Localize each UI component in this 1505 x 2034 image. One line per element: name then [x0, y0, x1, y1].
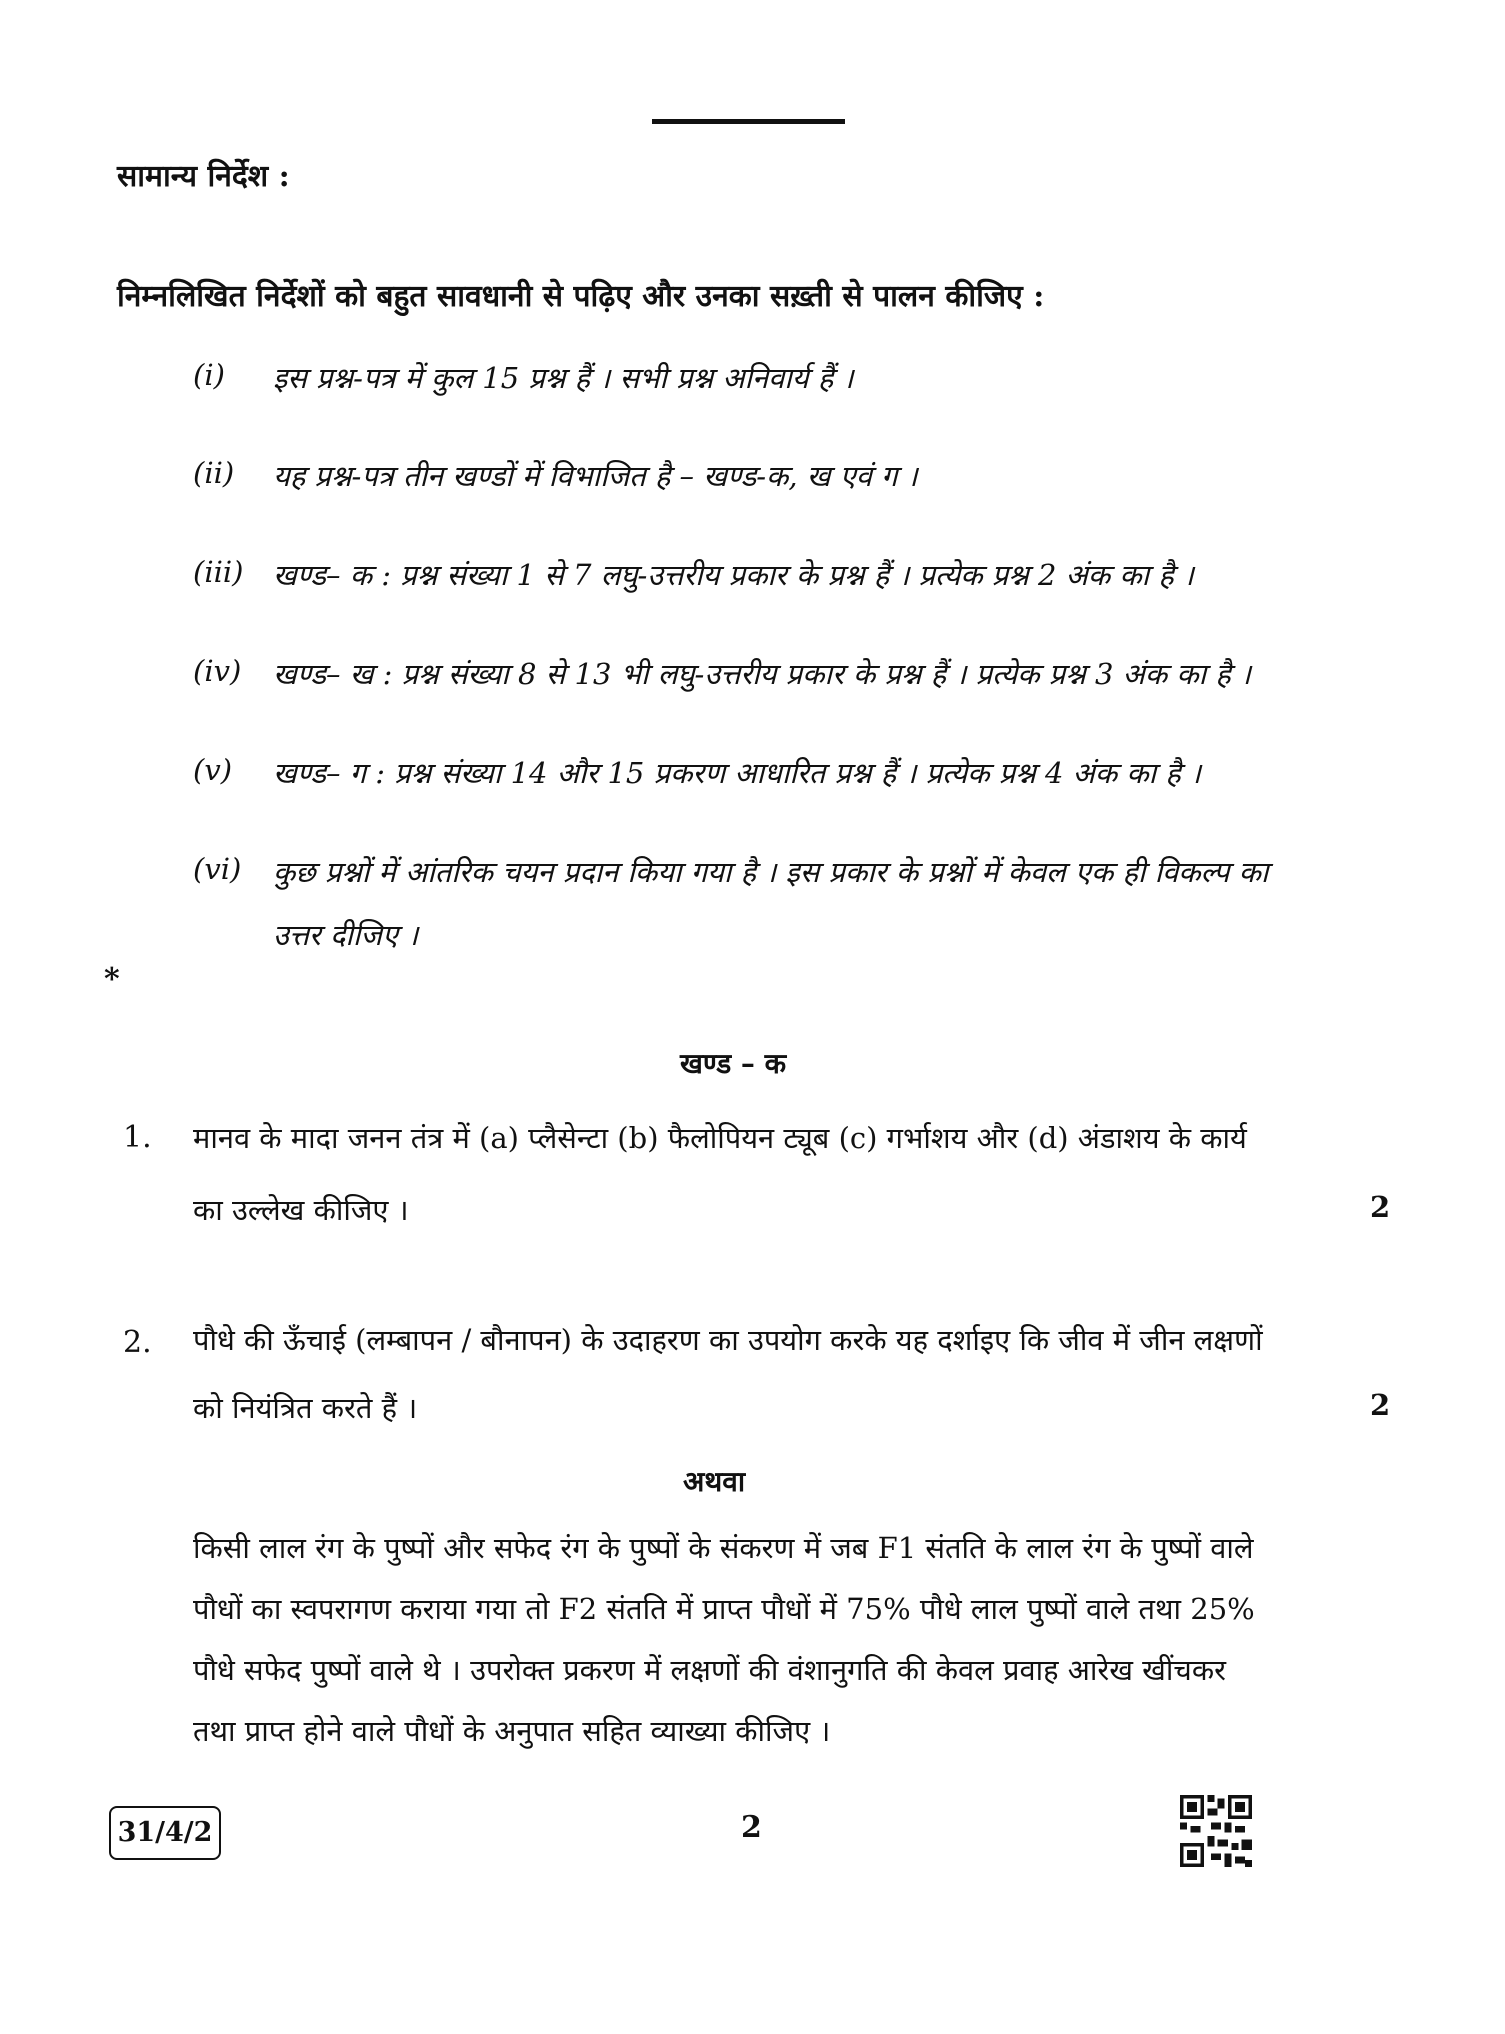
instruction-item	[193, 852, 1268, 891]
alternative-question-line: पौधे सफेद पुष्पों वाले थे । उपरोक्त प्रकरण में लक्षणों की वंशानुगति की केवल प्रवाह आरेख खींचकर	[193, 1653, 1226, 1687]
instruction-item	[193, 358, 853, 397]
question-line: मानव के मादा जनन तंत्र में (a) प्लैसेन्टा (b) फैलोपियन ट्यूब (c) गर्भाशय और (d) अंडाशय के कार्य	[193, 1121, 1247, 1155]
instruction-number: (vi)	[193, 852, 242, 886]
instruction-item	[193, 654, 1251, 693]
question-number: 1.	[123, 1120, 152, 1155]
instruction-text: यह प्रश्न-पत्र तीन खण्डों में विभाजित है – खण्ड-क, ख एवं ग ।	[273, 459, 918, 493]
paper-code-box: 31/4/2	[109, 1806, 221, 1860]
instruction-text: खण्ड– ख : प्रश्न संख्या 8 से 13 भी लघु-उत्तरीय प्रकार के प्रश्न हैं । प्रत्येक प्रश्न 3 अंक का है ।	[273, 657, 1251, 691]
section-title: खण्ड – क	[680, 1047, 787, 1080]
or-label: अथवा	[683, 1465, 746, 1498]
page-number: 2	[741, 1810, 762, 1845]
instruction-item	[193, 456, 918, 495]
general-instructions-heading: सामान्य निर्देश :	[117, 159, 290, 194]
top-rule	[652, 119, 845, 124]
instruction-item	[193, 555, 1194, 594]
question-line: पौधे की ऊँचाई (लम्बापन / बौनापन) के उदाहरण का उपयोग करके यह दर्शाइए कि जीव में जीन लक्षणों	[193, 1323, 1263, 1357]
instruction-item	[193, 753, 1201, 792]
alternative-question-line: पौधों का स्वपरागण कराया गया तो F2 संतति में प्राप्त पौधों में 75% पौधे लाल पुष्पों वाले तथा 25%	[193, 1592, 1255, 1626]
instructions-intro: निम्नलिखित निर्देशों को बहुत सावधानी से पढ़िए और उनका सख़्ती से पालन कीजिए :	[117, 279, 1045, 314]
instruction-number: (iii)	[193, 555, 244, 589]
question-marks: 2	[1370, 1190, 1391, 1224]
instruction-number: (ii)	[193, 456, 235, 490]
question-marks: 2	[1370, 1388, 1391, 1422]
asterisk-mark: *	[104, 962, 120, 997]
alternative-question-line: तथा प्राप्त होने वाले पौधों के अनुपात सहित व्याख्या कीजिए ।	[193, 1714, 831, 1748]
instruction-text: कुछ प्रश्नों में आंतरिक चयन प्रदान किया गया है । इस प्रकार के प्रश्नों में केवल एक ही विकल्प का	[273, 855, 1269, 889]
instruction-text: इस प्रश्न-पत्र में कुल 15 प्रश्न हैं । सभी प्रश्न अनिवार्य हैं ।	[273, 361, 854, 395]
question-line: का उल्लेख कीजिए ।	[193, 1193, 409, 1227]
instruction-number: (v)	[193, 753, 233, 787]
instruction-text: खण्ड– ग : प्रश्न संख्या 14 और 15 प्रकरण आधारित प्रश्न हैं । प्रत्येक प्रश्न 4 अंक का है ।	[273, 756, 1201, 790]
qr-code-icon	[1180, 1795, 1252, 1867]
instruction-number: (i)	[193, 358, 225, 392]
question-number: 2.	[123, 1325, 152, 1360]
instruction-number: (iv)	[193, 654, 242, 688]
instruction-text-continued: उत्तर दीजिए ।	[273, 918, 419, 952]
alternative-question-line: किसी लाल रंग के पुष्पों और सफेद रंग के पुष्पों के संकरण में जब F1 संतति के लाल रंग के पुष्पों वाले	[193, 1531, 1254, 1565]
question-line: को नियंत्रित करते हैं ।	[193, 1391, 418, 1425]
instruction-text: खण्ड– क : प्रश्न संख्या 1 से 7 लघु-उत्तरीय प्रकार के प्रश्न हैं । प्रत्येक प्रश्न 2 अंक का है ।	[273, 558, 1194, 592]
